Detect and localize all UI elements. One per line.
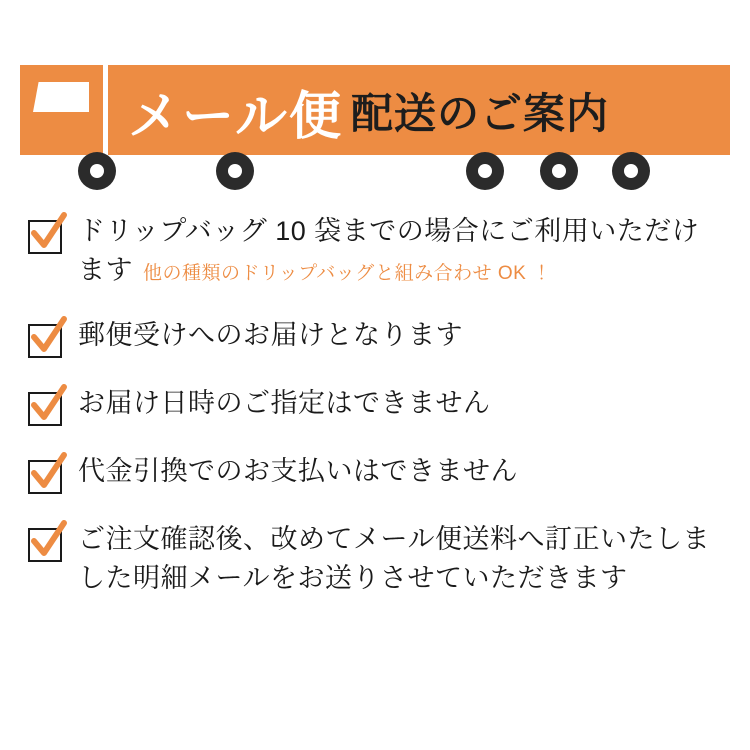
- list-item: [28, 384, 722, 426]
- checkmark-icon: [28, 220, 62, 254]
- banner-title-sub: 配送のご案内: [350, 90, 609, 137]
- truck-wheel-icon: [540, 152, 578, 190]
- truck-window-shape: [33, 82, 89, 112]
- list-item-label: 代金引換でのお支払いはできません: [78, 456, 518, 487]
- checkmark-icon: [28, 528, 62, 562]
- list-item: [28, 316, 722, 358]
- list-item-text: [78, 212, 722, 290]
- banner-title: [128, 76, 609, 146]
- list-item-label: ご注文確認後、改めてメール便送料へ訂正いたしました明細メールをお送りさせていただきます: [78, 524, 710, 594]
- banner: [0, 0, 750, 200]
- list-item-label: ドリップバッグ 10 袋までの場合にご利用いただけます: [78, 216, 700, 286]
- list-item: [28, 452, 722, 494]
- list-item-label: お届け日時のご指定はできません: [78, 388, 491, 419]
- list-item: [28, 212, 722, 290]
- list-item-text: [78, 316, 463, 355]
- banner-title-main: メール便: [128, 87, 343, 146]
- checkmark-icon: [28, 460, 62, 494]
- truck-wheel-icon: [466, 152, 504, 190]
- checkmark-icon: [28, 392, 62, 426]
- truck-cab-divider: [103, 65, 108, 155]
- truck-wheel-icon: [78, 152, 116, 190]
- list-item: [28, 520, 722, 598]
- list-item-label: 郵便受けへのお届けとなります: [78, 320, 463, 351]
- checklist: [0, 212, 750, 625]
- checkmark-icon: [28, 324, 62, 358]
- truck-wheel-icon: [612, 152, 650, 190]
- list-item-text: [78, 452, 518, 491]
- list-item-note: 他の種類のドリップバッグと組み合わせ OK ！: [143, 263, 552, 285]
- list-item-text: [78, 384, 491, 423]
- list-item-text: [78, 520, 722, 598]
- truck-wheel-icon: [216, 152, 254, 190]
